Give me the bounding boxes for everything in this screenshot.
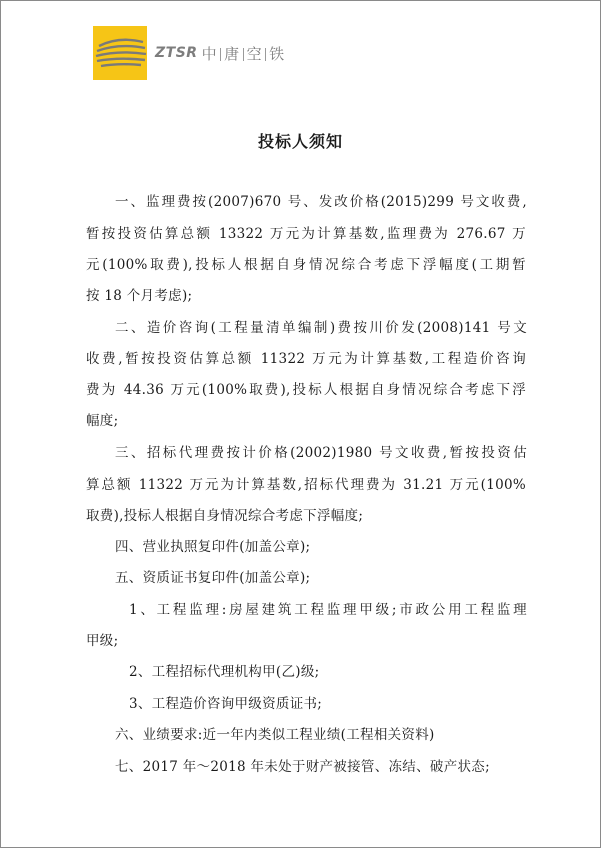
- document-title: 投标人须知: [257, 132, 343, 151]
- paragraph-line: 暂按投资估算总额 13322 万元为计算基数,监理费为 276.67 万: [86, 226, 526, 242]
- paragraph-line: 取费),投标人根据自身情况综合考虑下浮幅度;: [86, 508, 364, 524]
- paragraph-line: 四、营业执照复印件(加盖公章);: [115, 539, 311, 555]
- paragraph-line: 六、业绩要求:近一年内类似工程业绩(工程相关资料): [115, 727, 435, 743]
- paragraph-line: 七、2017 年～2018 年未处于财产被接管、冻结、破产状态;: [115, 759, 490, 775]
- paragraph-line: 收费,暂按投资估算总额 11322 万元为计算基数,工程造价咨询: [86, 351, 526, 367]
- logo-chinese-text: 中 唐 空 铁: [201, 44, 285, 63]
- company-logo: [93, 26, 285, 80]
- paragraph-line: 1、工程监理:房屋建筑工程监理甲级;市政公用工程监理: [129, 602, 527, 618]
- paragraph-line: 算总额 11322 万元为计算基数,招标代理费为 31.21 万元(100%: [86, 477, 526, 493]
- paragraph-line: 一、监理费按(2007)670 号、发改价格(2015)299 号文收费,: [115, 194, 527, 210]
- paragraph-line: 按 18 个月考虑);: [86, 288, 193, 304]
- paragraph-line: 二、造价咨询(工程量清单编制)费按川价发(2008)141 号文: [115, 320, 527, 336]
- logo-emblem-icon: [93, 26, 147, 80]
- paragraph-line: 甲级;: [86, 633, 119, 649]
- logo-latin-text: ZTSR: [155, 45, 198, 61]
- paragraph-line: 三、招标代理费按计价格(2002)1980 号文收费,暂按投资估: [115, 445, 527, 461]
- paragraph-line: 幅度;: [86, 413, 119, 429]
- paragraph-line: 费为 44.36 万元(100%取费),投标人根据自身情况综合考虑下浮: [86, 382, 526, 398]
- paragraph-line: 五、资质证书复印件(加盖公章);: [115, 570, 311, 586]
- paragraph-line: 元(100%取费),投标人根据自身情况综合考虑下浮幅度(工期暂: [86, 257, 526, 273]
- paragraph-line: 3、工程造价咨询甲级资质证书;: [129, 696, 323, 712]
- logo-wordmark: [155, 43, 285, 64]
- paragraph-line: 2、工程招标代理机构甲(乙)级;: [129, 664, 320, 680]
